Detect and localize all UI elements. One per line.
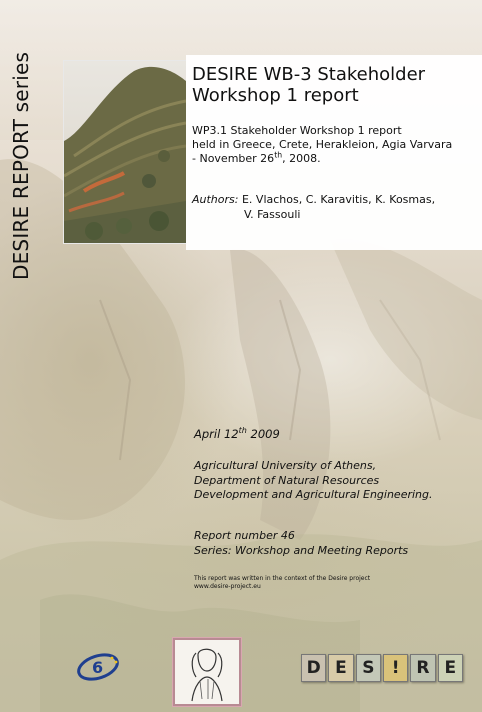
affiliation-line-2: Department of Natural Resources xyxy=(194,473,380,487)
report-info xyxy=(194,529,474,558)
project-note xyxy=(194,575,474,591)
desire-logo-tile: E xyxy=(438,654,463,682)
desire-logo-tile: ! xyxy=(383,654,408,682)
title-line-1: DESIRE WB-3 Stakeholder xyxy=(192,64,426,85)
authors-label: Authors: xyxy=(192,193,239,206)
portrait-sketch-icon xyxy=(172,637,242,707)
date-ordinal-suffix: th xyxy=(238,426,247,436)
report-subtitle xyxy=(192,124,477,166)
report-number: Report number 46 xyxy=(194,529,295,542)
affiliation-block xyxy=(194,459,474,503)
subtitle-line-2: held in Greece, Crete, Herakleion, Agia Varvara xyxy=(192,138,453,151)
report-title xyxy=(192,64,472,106)
series-vertical-title: DESIRE REPORT series xyxy=(9,51,33,280)
authors-line-2: V. Fassouli xyxy=(244,208,301,221)
desire-logo-tile: E xyxy=(328,654,353,682)
hillside-photo-illustration xyxy=(64,61,186,243)
desire-logo xyxy=(301,654,463,682)
date-pre: April 12 xyxy=(194,427,239,441)
desire-logo-tile: R xyxy=(410,654,435,682)
affiliation-line-3: Development and Agricultural Engineering. xyxy=(194,488,433,501)
affiliation-line-1: Agricultural University of Athens, xyxy=(194,459,377,472)
report-series: Series: Workshop and Meeting Reports xyxy=(194,543,409,557)
subtitle-ordinal-suffix: th xyxy=(274,150,283,160)
desire-logo-tile: D xyxy=(301,654,326,682)
eu-logo-icon xyxy=(76,652,120,682)
authors-block xyxy=(192,192,477,222)
date-post: 2009 xyxy=(246,427,280,441)
portrait-logo xyxy=(172,637,242,707)
subtitle-line-1: WP3.1 Stakeholder Workshop 1 report xyxy=(192,124,402,137)
authors-line-1: E. Vlachos, C. Karavitis, K. Kosmas, xyxy=(241,193,436,206)
report-date xyxy=(194,427,280,441)
subtitle-line-3-post: , 2008. xyxy=(282,152,321,165)
subtitle-line-3-pre: - November 26 xyxy=(192,152,275,165)
title-line-2: Workshop 1 report xyxy=(192,85,359,106)
project-website: www.desire-project.eu xyxy=(194,583,261,590)
svg-text:6: 6 xyxy=(92,658,104,677)
project-note-line-1: This report was written in the context of the Desire project xyxy=(194,575,371,582)
desire-logo-tile: S xyxy=(356,654,381,682)
cover-photo xyxy=(63,60,187,244)
